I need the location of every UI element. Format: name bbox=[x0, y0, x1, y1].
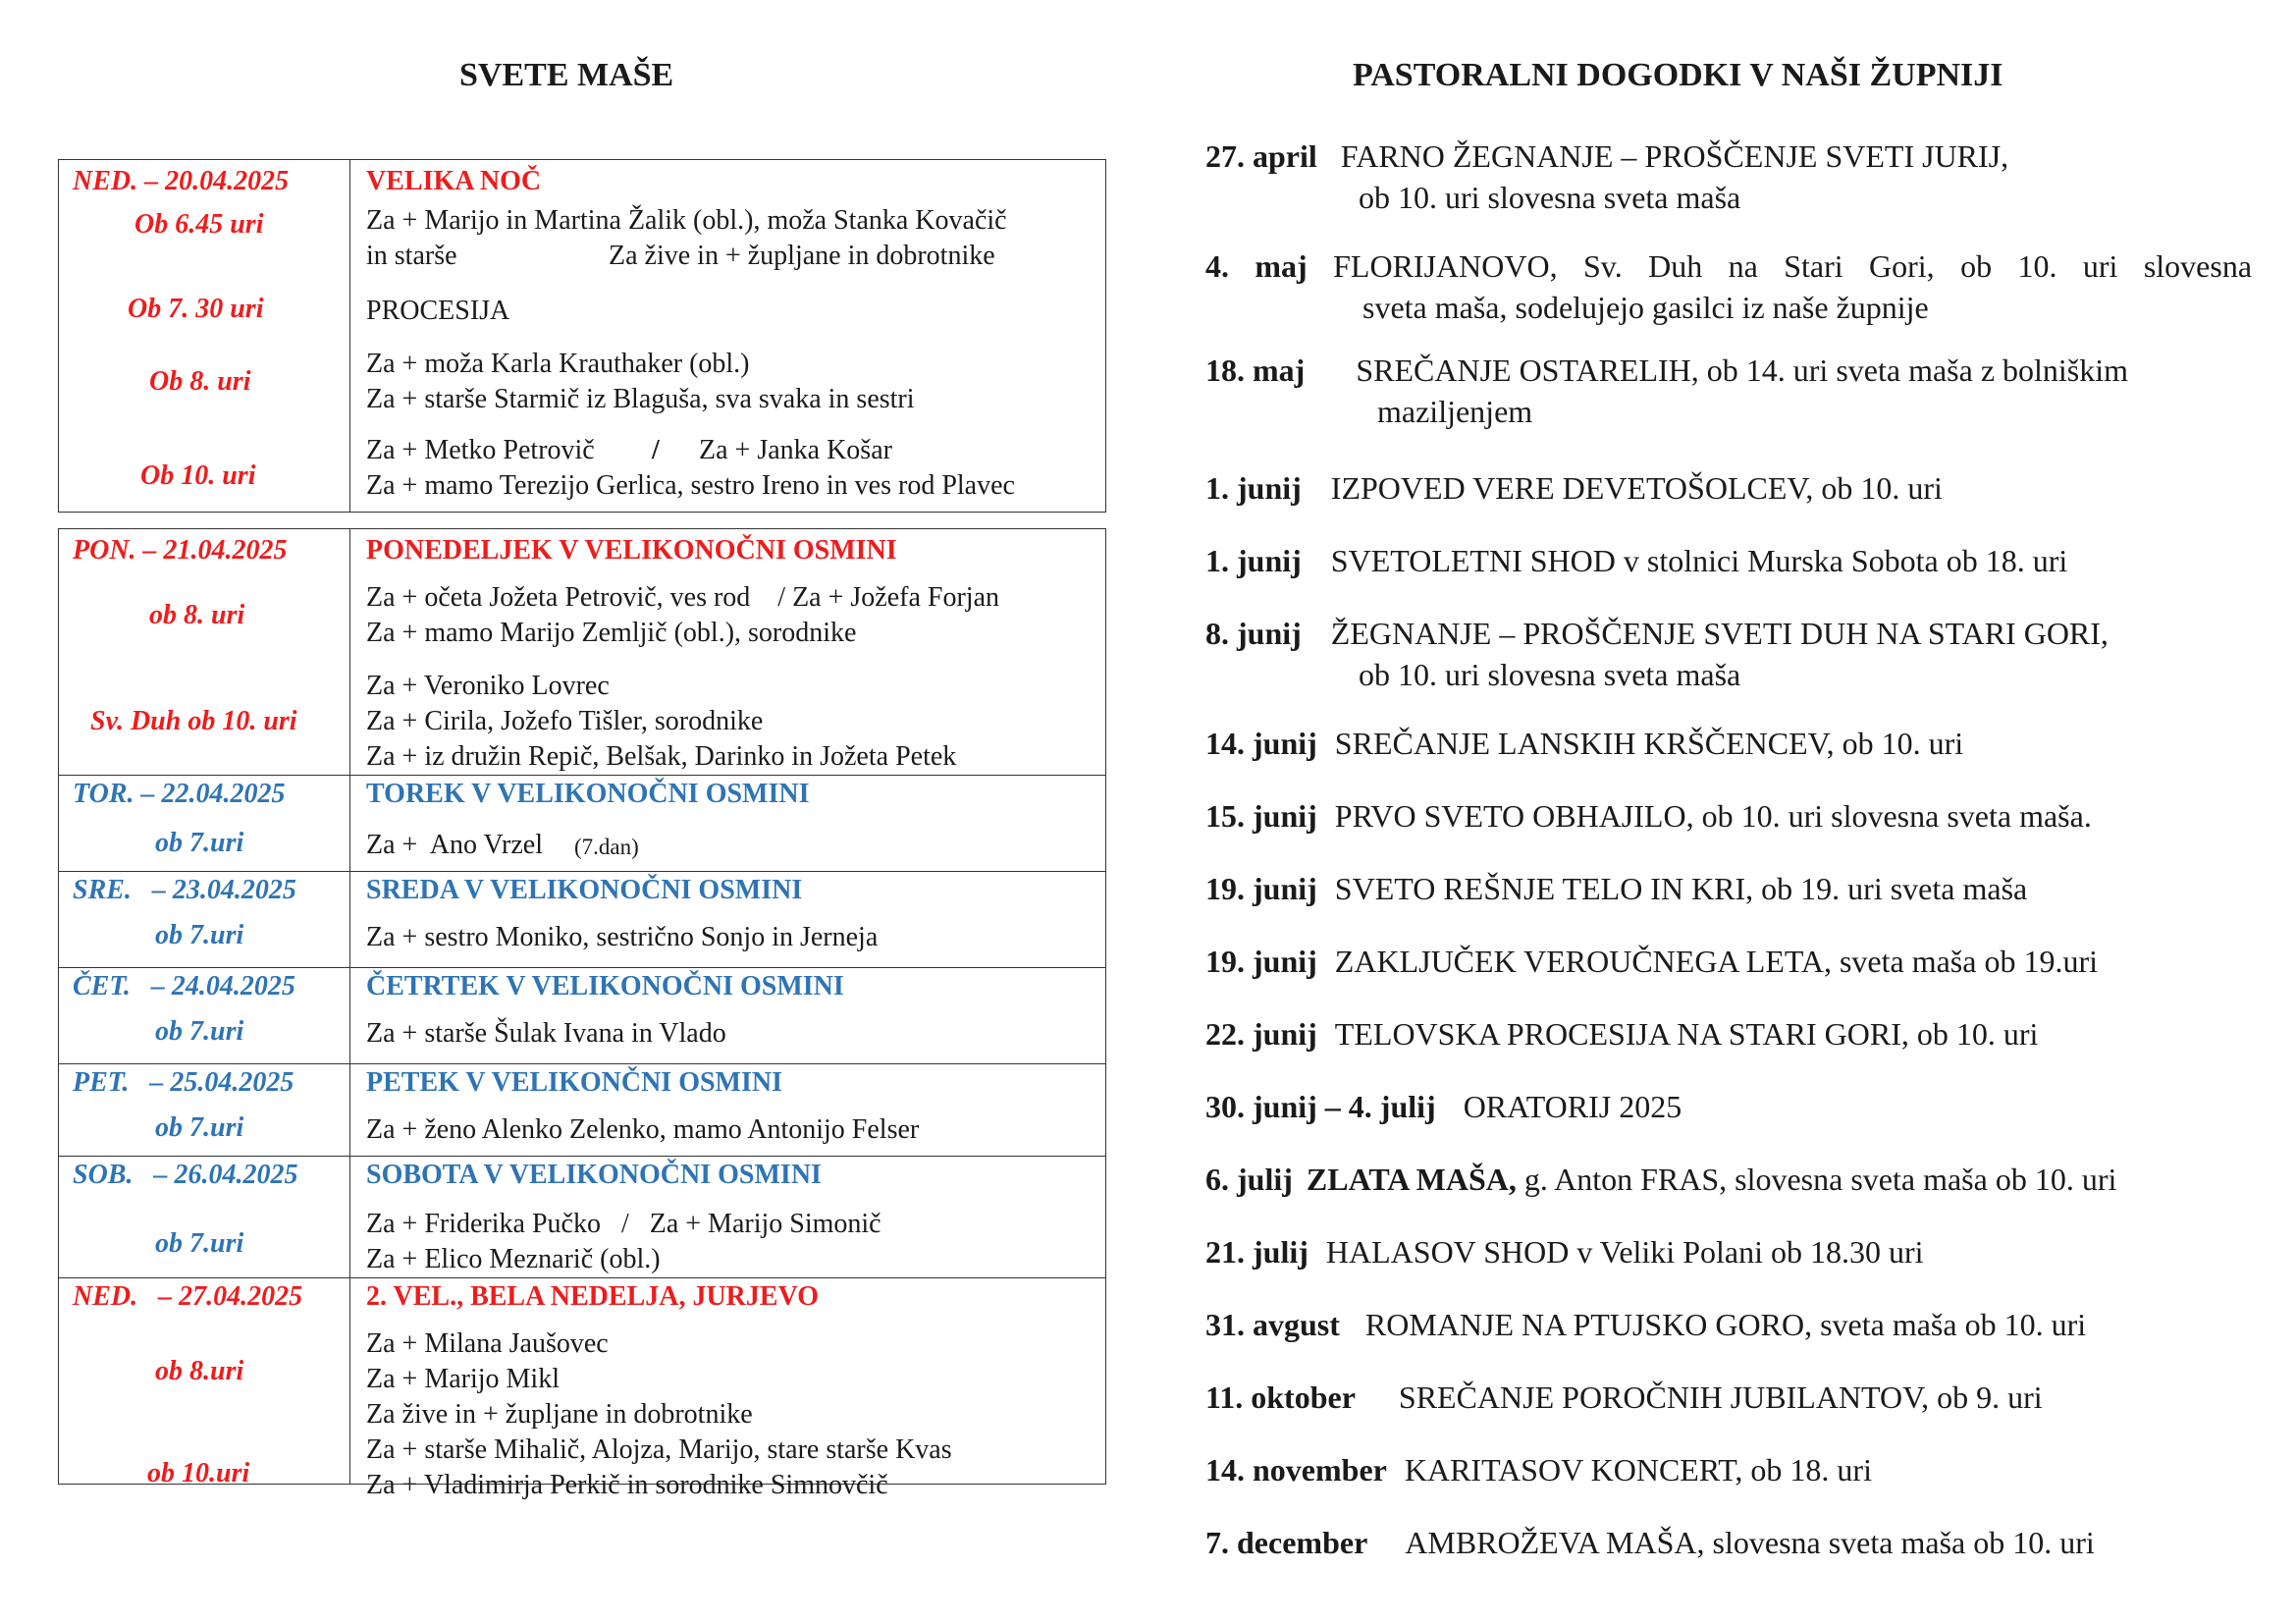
event-item bbox=[1205, 868, 2252, 909]
event-text: SVETOLETNI SHOD v stolnici Murska Sobota ob 18. uri bbox=[1330, 543, 2068, 578]
event-date: 6. julij bbox=[1205, 1162, 1293, 1197]
event-text: SREČANJE OSTARELIH, ob 14. uri sveta maša z bolniškim bbox=[1356, 352, 2129, 388]
intention: Za + sestro Moniko, sestrično Sonjo in Jerneja bbox=[366, 922, 879, 952]
day-date: TOR. – 22.04.2025 bbox=[73, 779, 286, 809]
mass-time: ob 7.uri bbox=[155, 1228, 244, 1259]
event-date: 1. junij bbox=[1205, 543, 1302, 578]
event-text: ZAKLJUČEK VEROUČNEGA LETA, sveta maša ob 19.uri bbox=[1334, 944, 2098, 979]
event-item bbox=[1205, 1086, 2252, 1127]
intention: Za + iz družin Repič, Belšak, Darinko in Jožeta Petek bbox=[366, 741, 957, 772]
event-text: FARNO ŽEGNANJE – PROŠČENJE SVETI JURIJ, bbox=[1340, 138, 2009, 174]
event-item bbox=[1205, 795, 2252, 837]
event-date: 30. junij – 4. julij bbox=[1205, 1089, 1436, 1124]
day-title: VELIKA NOČ bbox=[366, 166, 542, 196]
event-item bbox=[1205, 723, 2252, 764]
event-text: ORATORIJ 2025 bbox=[1463, 1089, 1682, 1124]
event-text: FLORIJANOVO, Sv. Duh na Stari Gori, ob 10. uri slovesna bbox=[1333, 248, 2253, 284]
mass-time: ob 7.uri bbox=[155, 920, 244, 950]
event-item bbox=[1205, 540, 2252, 581]
day-title: 2. VEL., BELA NEDELJA, JURJEVO bbox=[366, 1281, 820, 1312]
left-title: SVETE MAŠE bbox=[459, 57, 674, 93]
event-date: 4. maj bbox=[1205, 248, 1308, 284]
intention: Za + ženo Alenko Zelenko, mamo Antonijo Felser bbox=[366, 1114, 920, 1145]
event-item bbox=[1205, 1159, 2252, 1200]
event-date: 22. junij bbox=[1205, 1016, 1317, 1052]
event-text: PRVO SVETO OBHAJILO, ob 10. uri slovesna sveta maša. bbox=[1334, 798, 2092, 834]
event-item bbox=[1205, 1449, 2252, 1490]
event-item bbox=[1205, 350, 2252, 432]
intention: Za + Veroniko Lovrec bbox=[366, 671, 610, 701]
event-item bbox=[1205, 467, 2252, 509]
mass-time: ob 10.uri bbox=[147, 1458, 250, 1488]
day-title: ČETRTEK V VELIKONOČNI OSMINI bbox=[366, 971, 844, 1001]
event-date: 15. junij bbox=[1205, 798, 1317, 834]
event-text: g. Anton FRAS, slovesna sveta maša ob 10. uri bbox=[1523, 1162, 2117, 1197]
event-date: 14. junij bbox=[1205, 726, 1317, 761]
event-date: 7. december bbox=[1205, 1525, 1368, 1560]
intention-note: (7.dan) bbox=[574, 835, 639, 859]
intention: Za + Janka Košar bbox=[699, 435, 892, 465]
event-text: TELOVSKA PROCESIJA NA STARI GORI, ob 10. uri bbox=[1334, 1016, 2039, 1052]
event-text: maziljenjem bbox=[1377, 394, 1533, 429]
intention: Za + Milana Jaušovec bbox=[366, 1328, 609, 1359]
event-date: 11. oktober bbox=[1205, 1380, 1356, 1415]
event-item bbox=[1205, 613, 2252, 695]
day-title: TOREK V VELIKONOČNI OSMINI bbox=[366, 779, 810, 809]
event-item bbox=[1205, 1013, 2252, 1055]
event-date: 21. julij bbox=[1205, 1234, 1308, 1270]
intention: Za + Cirila, Jožefo Tišler, sorodnike bbox=[366, 706, 764, 736]
mass-time: Ob 6.45 uri bbox=[134, 209, 264, 240]
event-item bbox=[1205, 1377, 2252, 1418]
intention: Za + Marijo in Martina Žalik (obl.), moža Stanka Kovačič bbox=[366, 205, 1007, 236]
event-date: 1. junij bbox=[1205, 470, 1302, 506]
day-date: PON. – 21.04.2025 bbox=[73, 535, 288, 566]
intention: PROCESIJA bbox=[366, 296, 510, 326]
event-item bbox=[1205, 1522, 2252, 1563]
day-date: ČET. – 24.04.2025 bbox=[73, 971, 295, 1001]
event-text: SREČANJE POROČNIH JUBILANTOV, ob 9. uri bbox=[1398, 1380, 2043, 1415]
day-title: SOBOTA V VELIKONOČNI OSMINI bbox=[366, 1160, 822, 1190]
mass-time: ob 7.uri bbox=[155, 828, 244, 858]
mass-time: ob 8. uri bbox=[149, 600, 245, 630]
day-date: NED. – 20.04.2025 bbox=[73, 166, 290, 196]
event-date: 19. junij bbox=[1205, 871, 1317, 906]
event-date: 18. maj bbox=[1205, 352, 1306, 388]
event-text: sveta maša, sodelujejo gasilci iz naše župnije bbox=[1362, 290, 1929, 325]
day-title: SREDA V VELIKONOČNI OSMINI bbox=[366, 875, 803, 905]
event-text: HALASOV SHOD v Veliki Polani ob 18.30 uri bbox=[1325, 1234, 1924, 1270]
intention: Za + Ano Vrzel bbox=[366, 830, 543, 860]
day-date: SOB. – 26.04.2025 bbox=[73, 1160, 298, 1190]
mass-time: ob 7.uri bbox=[155, 1016, 244, 1047]
intention: Za + Vladimirja Perkič in sorodnike Simnovčič bbox=[366, 1470, 888, 1500]
intention: Za + Elico Meznarič (obl.) bbox=[366, 1244, 661, 1274]
intention: Za + očeta Jožeta Petrovič, ves rod / Za + Jožefa Forjan bbox=[366, 582, 1000, 613]
separator: / bbox=[652, 435, 660, 465]
intention: Za žive in + župljane in dobrotnike bbox=[609, 241, 995, 271]
event-date: 19. junij bbox=[1205, 944, 1317, 979]
intention: in starše bbox=[366, 241, 457, 271]
day-date: SRE. – 23.04.2025 bbox=[73, 875, 296, 905]
intention: Za + moža Karla Krauthaker (obl.) bbox=[366, 349, 750, 379]
mass-time: Ob 10. uri bbox=[140, 460, 256, 491]
intention: Za žive in + župljane in dobrotnike bbox=[366, 1399, 753, 1430]
intention: Za + starše Starmič iz Blaguša, sva svaka in sestri bbox=[366, 384, 915, 414]
event-text: ob 10. uri slovesna sveta maša bbox=[1359, 180, 1741, 215]
event-text: AMBROŽEVA MAŠA, slovesna sveta maša ob 10. uri bbox=[1405, 1525, 2095, 1560]
event-item bbox=[1205, 245, 2252, 328]
event-item bbox=[1205, 135, 2252, 218]
mass-table-easter bbox=[58, 159, 1106, 513]
mass-time: Sv. Duh ob 10. uri bbox=[90, 706, 297, 736]
mass-time: Ob 8. uri bbox=[149, 366, 251, 397]
event-text: KARITASOV KONCERT, ob 18. uri bbox=[1404, 1452, 1872, 1488]
mass-time: Ob 7. 30 uri bbox=[128, 294, 264, 324]
event-text: SVETO REŠNJE TELO IN KRI, ob 19. uri sveta maša bbox=[1334, 871, 2028, 906]
right-title: PASTORALNI DOGODKI V NAŠI ŽUPNIJI bbox=[1353, 57, 2003, 93]
event-date: 8. junij bbox=[1205, 616, 1302, 651]
event-item bbox=[1205, 1304, 2252, 1345]
intention: Za + mamo Terezijo Gerlica, sestro Ireno in ves rod Plavec bbox=[366, 470, 1015, 501]
day-title: PONEDELJEK V VELIKONOČNI OSMINI bbox=[366, 535, 897, 566]
day-date: PET. – 25.04.2025 bbox=[73, 1067, 294, 1098]
intention: Za + starše Mihalič, Alojza, Marijo, stare starše Kvas bbox=[366, 1434, 952, 1465]
intention: Za + mamo Marijo Zemljič (obl.), sorodnike bbox=[366, 618, 857, 648]
day-date: NED. – 27.04.2025 bbox=[73, 1281, 303, 1312]
mass-time: ob 8.uri bbox=[155, 1356, 244, 1386]
event-date: 14. november bbox=[1205, 1452, 1387, 1488]
event-highlight: ZLATA MAŠA, bbox=[1306, 1162, 1517, 1197]
event-text: ŽEGNANJE – PROŠČENJE SVETI DUH NA STARI GORI, bbox=[1330, 616, 2109, 651]
event-text: SREČANJE LANSKIH KRŠČENCEV, ob 10. uri bbox=[1334, 726, 1964, 761]
mass-table-week bbox=[58, 528, 1106, 1500]
event-date: 31. avgust bbox=[1205, 1307, 1340, 1342]
event-item bbox=[1205, 1231, 2252, 1272]
event-text: ROMANJE NA PTUJSKO GORO, sveta maša ob 10. uri bbox=[1364, 1307, 2087, 1342]
event-text: IZPOVED VERE DEVETOŠOLCEV, ob 10. uri bbox=[1330, 470, 1943, 506]
intention: Za + Marijo Mikl bbox=[366, 1364, 560, 1394]
intention: Za + starše Šulak Ivana in Vlado bbox=[366, 1018, 726, 1049]
mass-time: ob 7.uri bbox=[155, 1112, 244, 1143]
event-date: 27. april bbox=[1205, 138, 1317, 174]
intention: Za + Friderika Pučko / Za + Marijo Simonič bbox=[366, 1209, 881, 1239]
event-text: ob 10. uri slovesna sveta maša bbox=[1359, 657, 1741, 692]
day-title: PETEK V VELIKONČNI OSMINI bbox=[366, 1067, 782, 1098]
intention: Za + Metko Petrovič bbox=[366, 435, 595, 465]
event-item bbox=[1205, 941, 2252, 982]
